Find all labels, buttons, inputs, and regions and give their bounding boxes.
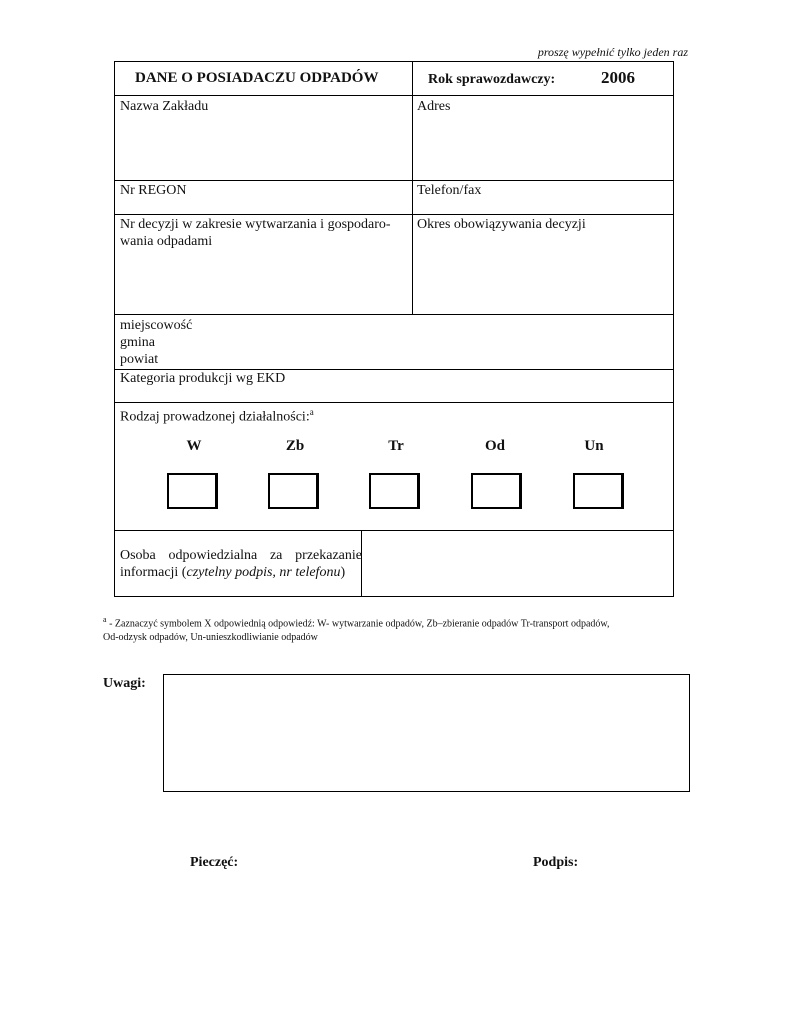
- activity-type-text: Rodzaj prowadzonej działalności:: [120, 409, 310, 425]
- report-year-label: Rok sprawozdawczy:: [428, 72, 556, 87]
- phone-fax-field[interactable]: Telefon/fax: [417, 183, 482, 198]
- checkbox-od[interactable]: [471, 473, 521, 509]
- responsible-person-label: [120, 547, 362, 581]
- footnote-marker: a: [103, 615, 107, 624]
- locality-label: miejscowość: [120, 318, 193, 333]
- responsible-line2-prefix: informacji (: [120, 565, 187, 580]
- form-title: DANE O POSIADACZU ODPADÓW: [135, 70, 379, 86]
- activity-code-zb: Zb: [285, 438, 305, 454]
- activity-type-label: [120, 404, 314, 426]
- top-note: proszę wypełnić tylko jeden raz: [537, 45, 688, 59]
- checkbox-w[interactable]: [167, 473, 217, 509]
- responsible-line1: Osoba odpowiedzialna za przekazanie: [120, 548, 362, 563]
- divider: [115, 214, 673, 215]
- remarks-field[interactable]: [163, 674, 690, 792]
- checkbox-zb[interactable]: [268, 473, 318, 509]
- regon-field[interactable]: Nr REGON: [120, 183, 187, 198]
- location-field[interactable]: [120, 317, 192, 368]
- divider: [115, 530, 673, 531]
- activity-code-od: Od: [484, 438, 505, 454]
- responsible-line2-italic: czytelny podpis, nr telefonu: [186, 565, 341, 580]
- report-year-value: 2006: [601, 68, 635, 87]
- divider: [115, 95, 673, 96]
- signature-label: Podpis:: [533, 855, 579, 870]
- responsible-signature-field[interactable]: [363, 532, 671, 594]
- holder-data-form: [114, 61, 674, 597]
- divider: [115, 180, 673, 181]
- activity-code-un: Un: [584, 438, 604, 454]
- decision-period-field[interactable]: Okres obowiązywania decyzji: [417, 217, 586, 232]
- checkbox-un[interactable]: [573, 473, 623, 509]
- activity-code-tr: Tr: [388, 438, 404, 454]
- ekd-category-field[interactable]: Kategoria produkcji wg EKD: [120, 371, 286, 386]
- divider: [115, 314, 673, 315]
- company-name-field[interactable]: Nazwa Zakładu: [120, 99, 209, 114]
- decision-number-label-line2: wania odpadami: [120, 234, 213, 249]
- decision-number-field[interactable]: [120, 216, 410, 250]
- stamp-label: Pieczęć:: [190, 855, 239, 870]
- remarks-label: Uwagi:: [103, 676, 146, 691]
- address-field[interactable]: Adres: [417, 99, 451, 114]
- footnote: [103, 613, 683, 645]
- footnote-marker: a: [309, 407, 314, 417]
- responsible-line2-suffix: ): [340, 565, 346, 580]
- activity-code-w: W: [186, 438, 202, 454]
- decision-number-label-line1: Nr decyzji w zakresie wytwarzania i gospodaro-: [120, 217, 391, 232]
- district-label: powiat: [120, 352, 159, 367]
- checkbox-tr[interactable]: [369, 473, 419, 509]
- commune-label: gmina: [120, 335, 155, 350]
- footnote-line1: - Zaznaczyć symbolem X odpowiednią odpowiedź: W- wytwarzanie odpadów, Zb–zbieranie odpadów Tr-transport odpadów,: [106, 618, 610, 630]
- divider: [412, 62, 413, 315]
- divider: [115, 402, 673, 403]
- footnote-line2: Od-odzysk odpadów, Un-unieszkodliwianie odpadów: [103, 632, 318, 644]
